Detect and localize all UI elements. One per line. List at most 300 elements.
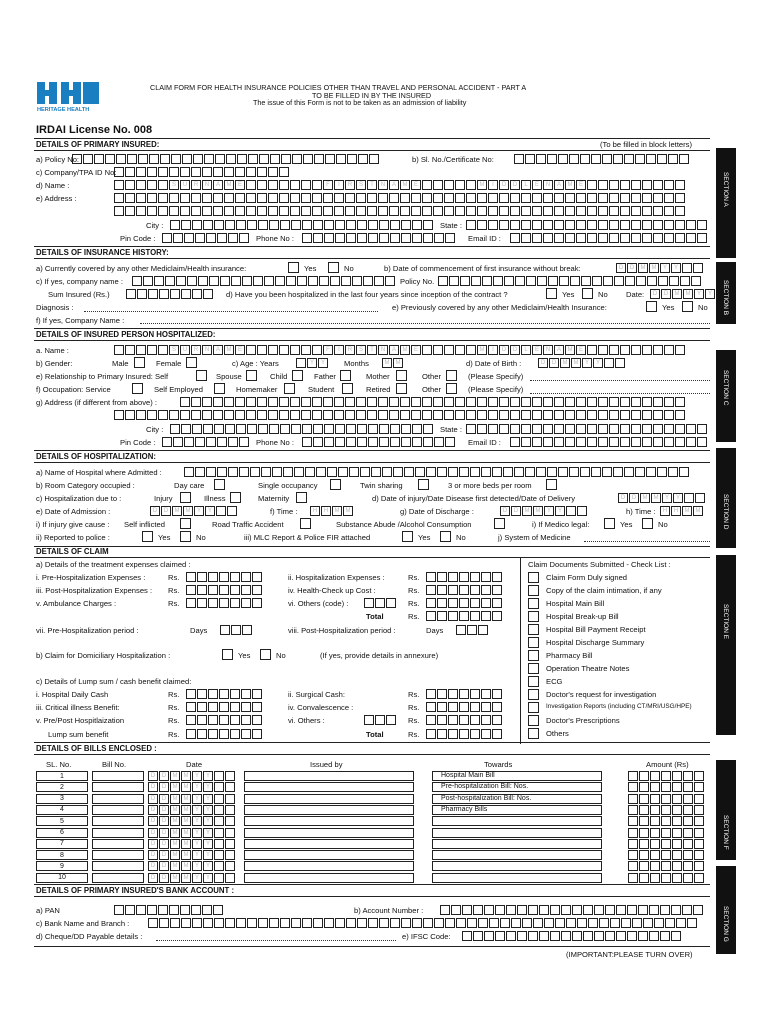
char-cell[interactable] [213,905,223,915]
char-cell[interactable]: Y [192,861,202,871]
lump-total-amount[interactable] [426,729,503,739]
char-cell[interactable] [136,206,146,216]
char-cell[interactable]: R [345,180,355,190]
char-cell[interactable]: M [181,782,191,792]
char-cell[interactable] [694,828,704,838]
char-cell[interactable]: Y [662,493,672,503]
char-cell[interactable] [631,424,641,434]
mother-box[interactable] [396,370,407,381]
char-cell[interactable]: M [382,358,392,368]
char-cell[interactable] [647,276,657,286]
char-cell[interactable] [521,410,531,420]
char-cell[interactable] [492,611,502,621]
char-cell[interactable] [368,220,378,230]
char-cell[interactable] [613,154,623,164]
char-cell[interactable] [691,276,701,286]
char-cell[interactable] [257,410,267,420]
self-box[interactable] [196,370,207,381]
char-cell[interactable] [312,206,322,216]
char-cell[interactable] [565,397,575,407]
child-box[interactable] [292,370,303,381]
char-cell[interactable] [620,437,630,447]
char-cell[interactable] [422,345,432,355]
char-cell[interactable]: M [477,180,487,190]
char-cell[interactable] [554,206,564,216]
char-cell[interactable] [203,424,213,434]
char-cell[interactable] [683,794,693,804]
char-cell[interactable]: D [159,771,169,781]
char-cell[interactable] [250,467,260,477]
char-cell[interactable] [521,206,531,216]
char-cell[interactable] [543,397,553,407]
char-cell[interactable] [653,233,663,243]
char-cell[interactable]: D [150,506,160,516]
char-cell[interactable]: M [183,506,193,516]
char-cell[interactable]: M [682,506,692,516]
char-cell[interactable] [609,193,619,203]
char-cell[interactable] [694,873,704,883]
char-cell[interactable] [357,437,367,447]
char-cell[interactable] [609,233,619,243]
char-cell[interactable] [231,276,241,286]
char-cell[interactable] [543,220,553,230]
char-cell[interactable] [360,467,370,477]
char-cell[interactable] [137,289,147,299]
char-cell[interactable] [422,180,432,190]
char-cell[interactable]: R [191,345,201,355]
bill-date-cells[interactable] [148,861,236,871]
char-cell[interactable] [587,180,597,190]
char-cell[interactable] [125,180,135,190]
char-cell[interactable] [499,397,509,407]
char-cell[interactable] [631,437,641,447]
char-cell[interactable] [510,220,520,230]
address-line2[interactable] [114,206,686,216]
char-cell[interactable]: Y [192,794,202,804]
char-cell[interactable] [379,233,389,243]
char-cell[interactable] [313,220,323,230]
char-cell[interactable] [426,467,436,477]
char-cell[interactable] [216,506,226,516]
char-cell[interactable] [324,437,334,447]
health-check-amount[interactable] [426,585,503,595]
bill-date-cells[interactable] [148,828,236,838]
char-cell[interactable] [511,918,521,928]
char-cell[interactable] [225,850,235,860]
char-cell[interactable] [225,861,235,871]
char-cell[interactable] [565,424,575,434]
char-cell[interactable] [195,437,205,447]
char-cell[interactable] [532,397,542,407]
pre-hosp-amount[interactable] [186,572,263,582]
char-cell[interactable]: Y [192,816,202,826]
checklist-box[interactable] [528,572,539,583]
char-cell[interactable] [214,816,224,826]
bill-date-cells[interactable] [148,805,236,815]
char-cell[interactable] [683,805,693,815]
char-cell[interactable] [547,467,557,477]
char-cell[interactable] [125,345,135,355]
char-cell[interactable] [675,180,685,190]
char-cell[interactable] [664,233,674,243]
char-cell[interactable] [609,206,619,216]
char-cell[interactable] [186,572,196,582]
char-cell[interactable] [495,931,505,941]
char-cell[interactable] [628,839,638,849]
char-cell[interactable] [252,689,262,699]
char-cell[interactable] [500,918,510,928]
char-cell[interactable] [264,276,274,286]
char-cell[interactable] [459,689,469,699]
char-cell[interactable] [241,572,251,582]
char-cell[interactable] [620,206,630,216]
char-cell[interactable] [171,154,181,164]
char-cell[interactable] [473,905,483,915]
self-inflicted-box[interactable] [180,518,191,529]
char-cell[interactable]: N [543,345,553,355]
single-box[interactable] [330,479,341,490]
bill-issued-by-cell[interactable] [244,794,414,804]
char-cell[interactable] [661,839,671,849]
char-cell[interactable] [302,424,312,434]
bill-no-cell[interactable] [92,850,144,860]
char-cell[interactable] [125,905,135,915]
char-cell[interactable] [448,467,458,477]
char-cell[interactable] [412,233,422,243]
char-cell[interactable] [158,410,168,420]
char-cell[interactable] [433,193,443,203]
char-cell[interactable] [470,585,480,595]
char-cell[interactable]: Y [192,828,202,838]
char-cell[interactable] [525,467,535,477]
char-cell[interactable] [400,193,410,203]
char-cell[interactable] [368,233,378,243]
char-cell[interactable] [290,410,300,420]
char-cell[interactable] [449,276,459,286]
char-cell[interactable] [664,345,674,355]
char-cell[interactable] [515,276,525,286]
char-cell[interactable] [231,625,241,635]
char-cell[interactable] [235,206,245,216]
three-beds-box[interactable] [546,479,557,490]
char-cell[interactable] [292,154,302,164]
char-cell[interactable] [675,410,685,420]
char-cell[interactable] [224,167,234,177]
char-cell[interactable] [294,467,304,477]
char-cell[interactable] [609,180,619,190]
char-cell[interactable] [114,905,124,915]
char-cell[interactable]: M [224,180,234,190]
char-cell[interactable] [208,715,218,725]
char-cell[interactable] [587,345,597,355]
char-cell[interactable]: Y [582,358,592,368]
hospital-name-field[interactable] [184,467,690,477]
char-cell[interactable] [434,918,444,928]
dob-field[interactable] [538,358,626,368]
char-cell[interactable] [559,276,569,286]
char-cell[interactable] [302,233,312,243]
char-cell[interactable] [694,782,704,792]
char-cell[interactable] [477,220,487,230]
char-cell[interactable] [313,424,323,434]
char-cell[interactable] [279,193,289,203]
char-cell[interactable] [679,154,689,164]
char-cell[interactable] [672,828,682,838]
char-cell[interactable] [694,771,704,781]
bill-amount-cells[interactable] [628,771,705,781]
char-cell[interactable] [390,220,400,230]
char-cell[interactable]: D [148,850,158,860]
char-cell[interactable] [412,437,422,447]
char-cell[interactable]: Y [203,828,213,838]
char-cell[interactable] [378,410,388,420]
char-cell[interactable] [466,180,476,190]
char-cell[interactable]: U [180,180,190,190]
char-cell[interactable]: M [565,345,575,355]
char-cell[interactable] [252,598,262,608]
char-cell[interactable] [235,167,245,177]
char-cell[interactable] [390,918,400,928]
char-cell[interactable] [213,167,223,177]
char-cell[interactable] [324,220,334,230]
char-cell[interactable] [657,467,667,477]
char-cell[interactable] [367,410,377,420]
bill-towards-cell[interactable]: Hospital Main Bill [432,771,602,781]
char-cell[interactable] [554,397,564,407]
student-box[interactable] [342,383,353,394]
char-cell[interactable]: M [640,493,650,503]
char-cell[interactable] [72,154,82,164]
char-cell[interactable] [296,358,306,368]
char-cell[interactable] [346,437,356,447]
char-cell[interactable]: D [499,345,509,355]
char-cell[interactable] [203,918,213,928]
char-cell[interactable] [252,715,262,725]
char-cell[interactable] [159,289,169,299]
char-cell[interactable] [412,424,422,434]
char-cell[interactable] [437,598,447,608]
char-cell[interactable] [246,206,256,216]
char-cell[interactable] [604,358,614,368]
char-cell[interactable] [338,467,348,477]
char-cell[interactable] [214,828,224,838]
char-cell[interactable] [499,410,509,420]
char-cell[interactable] [532,206,542,216]
char-cell[interactable]: I [334,345,344,355]
char-cell[interactable]: H [321,506,331,516]
char-cell[interactable] [489,918,499,928]
char-cell[interactable] [554,424,564,434]
post-period-days[interactable] [456,625,489,635]
char-cell[interactable] [225,782,235,792]
char-cell[interactable]: D [499,180,509,190]
char-cell[interactable] [615,358,625,368]
bill-towards-cell[interactable] [432,816,602,826]
char-cell[interactable] [631,206,641,216]
char-cell[interactable] [653,424,663,434]
char-cell[interactable]: A [554,345,564,355]
char-cell[interactable] [462,931,472,941]
char-cell[interactable]: M [672,289,682,299]
char-cell[interactable]: D [159,873,169,883]
char-cell[interactable] [603,276,613,286]
char-cell[interactable] [252,729,262,739]
twin-box[interactable] [418,479,429,490]
char-cell[interactable] [631,345,641,355]
char-cell[interactable] [364,715,374,725]
char-cell[interactable] [566,506,576,516]
char-cell[interactable] [214,873,224,883]
char-cell[interactable] [459,715,469,725]
char-cell[interactable]: Y [593,358,603,368]
char-cell[interactable] [423,437,433,447]
char-cell[interactable] [484,905,494,915]
char-cell[interactable] [537,276,547,286]
char-cell[interactable] [192,289,202,299]
char-cell[interactable] [444,397,454,407]
char-cell[interactable] [620,180,630,190]
char-cell[interactable] [241,585,251,595]
char-cell[interactable]: H [671,506,681,516]
char-cell[interactable] [433,345,443,355]
char-cell[interactable] [646,154,656,164]
char-cell[interactable] [602,154,612,164]
char-cell[interactable]: D [148,794,158,804]
char-cell[interactable] [206,467,216,477]
char-cell[interactable]: M [181,861,191,871]
char-cell[interactable] [186,702,196,712]
char-cell[interactable] [679,467,689,477]
char-cell[interactable] [470,467,480,477]
char-cell[interactable]: S [356,180,366,190]
char-cell[interactable]: M [170,782,180,792]
bill-date-cells[interactable] [148,850,236,860]
char-cell[interactable] [214,220,224,230]
char-cell[interactable] [543,193,553,203]
char-cell[interactable] [661,771,671,781]
self-employed-box[interactable] [214,383,225,394]
char-cell[interactable] [261,467,271,477]
char-cell[interactable] [481,729,491,739]
checklist-box[interactable] [528,624,539,635]
char-cell[interactable] [448,572,458,582]
char-cell[interactable] [444,180,454,190]
char-cell[interactable] [184,233,194,243]
char-cell[interactable] [661,828,671,838]
char-cell[interactable] [169,167,179,177]
char-cell[interactable] [653,180,663,190]
char-cell[interactable]: Y [544,506,554,516]
char-cell[interactable] [434,233,444,243]
char-cell[interactable] [290,206,300,216]
char-cell[interactable]: Y [192,805,202,815]
domiciliary-no-box[interactable] [260,649,271,660]
char-cell[interactable]: L [521,180,531,190]
char-cell[interactable] [639,782,649,792]
char-cell[interactable] [423,918,433,928]
char-cell[interactable] [694,805,704,815]
char-cell[interactable] [492,572,502,582]
char-cell[interactable] [154,276,164,286]
char-cell[interactable] [627,905,637,915]
char-cell[interactable]: M [170,873,180,883]
char-cell[interactable]: M [181,794,191,804]
char-cell[interactable] [628,850,638,860]
char-cell[interactable]: Y [307,358,317,368]
char-cell[interactable] [569,154,579,164]
char-cell[interactable] [252,702,262,712]
char-cell[interactable] [683,861,693,871]
char-cell[interactable] [598,180,608,190]
char-cell[interactable] [147,410,157,420]
char-cell[interactable] [514,154,524,164]
char-cell[interactable] [357,918,367,928]
char-cell[interactable] [448,729,458,739]
char-cell[interactable]: M [393,358,403,368]
char-cell[interactable]: M [170,816,180,826]
char-cell[interactable] [650,805,660,815]
char-cell[interactable] [281,154,291,164]
char-cell[interactable] [356,193,366,203]
char-cell[interactable]: M [181,828,191,838]
char-cell[interactable] [521,233,531,243]
char-cell[interactable] [598,437,608,447]
char-cell[interactable]: Y [192,782,202,792]
char-cell[interactable] [374,276,384,286]
char-cell[interactable] [605,931,615,941]
char-cell[interactable] [470,611,480,621]
sum-insured-field[interactable] [126,289,214,299]
char-cell[interactable] [225,794,235,804]
char-cell[interactable] [125,193,135,203]
char-cell[interactable] [610,918,620,928]
char-cell[interactable] [609,220,619,230]
char-cell[interactable] [159,918,169,928]
char-cell[interactable] [228,233,238,243]
char-cell[interactable] [484,931,494,941]
char-cell[interactable]: N [202,345,212,355]
char-cell[interactable]: D [159,850,169,860]
char-cell[interactable] [400,206,410,216]
char-cell[interactable] [126,289,136,299]
char-cell[interactable] [303,154,313,164]
char-cell[interactable] [588,918,598,928]
char-cell[interactable] [602,467,612,477]
char-cell[interactable] [257,180,267,190]
char-cell[interactable]: Y [192,839,202,849]
char-cell[interactable] [661,816,671,826]
char-cell[interactable] [230,729,240,739]
char-cell[interactable] [504,276,514,286]
char-cell[interactable] [390,233,400,243]
char-cell[interactable] [158,167,168,177]
char-cell[interactable] [473,931,483,941]
char-cell[interactable] [219,729,229,739]
char-cell[interactable] [197,702,207,712]
char-cell[interactable] [180,167,190,177]
bill-no-cell[interactable] [92,828,144,838]
char-cell[interactable] [566,918,576,928]
char-cell[interactable]: M [332,506,342,516]
char-cell[interactable] [650,794,660,804]
char-cell[interactable] [444,345,454,355]
char-cell[interactable] [466,220,476,230]
char-cell[interactable] [136,167,146,177]
char-cell[interactable] [620,397,630,407]
char-cell[interactable] [697,220,707,230]
char-cell[interactable] [660,905,670,915]
char-cell[interactable] [672,816,682,826]
